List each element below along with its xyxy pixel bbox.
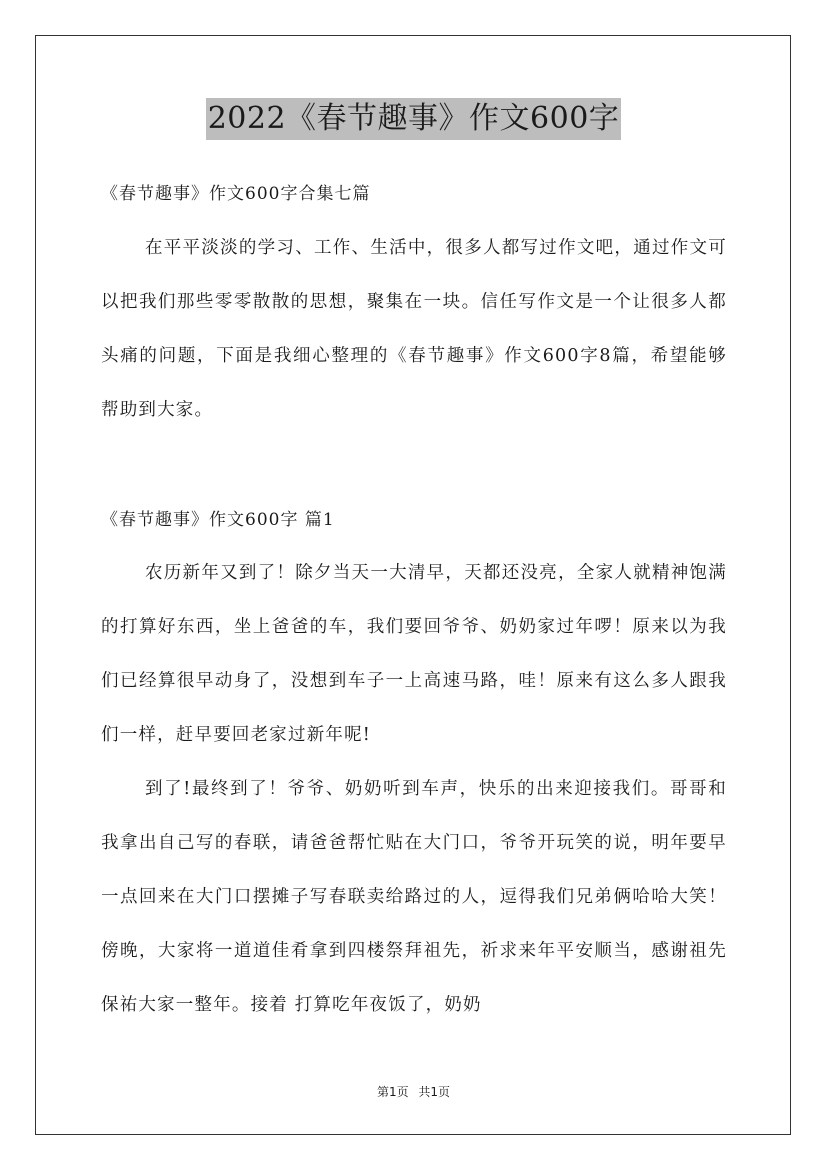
collection-heading: 《春节趣事》作文600字合集七篇 [101,184,371,204]
document-title: 2022《春节趣事》作文600字 [206,98,622,140]
body-paragraph-2: 到了!最终到了！爷爷、奶奶听到车声，快乐的出来迎接我们。哥哥和我拿出自己写的春联，请爸爸帮忙贴在大门口，爷爷开玩笑的说，明年要早一点回来在大门口摆摊子写春联卖给路过的人，逗得我们兄弟俩哈哈大笑！傍晚，大家将一道道佳肴拿到四楼祭拜祖先，祈求来年平安顺当，感谢祖先保祐大家一整年。接着 打算吃年夜饭了，奶奶 [101,779,727,1015]
page-number: 第1页 [376,1085,409,1099]
section-heading: 《春节趣事》作文600字 篇1 [101,510,335,530]
title-container [0,98,827,140]
page-footer [0,1084,827,1100]
body-paragraph-1: 农历新年又到了！除夕当天一大清早，天都还没亮，全家人就精神饱满的打算好东西，坐上爸爸的车，我们要回爷爷、奶奶家过年啰！原来以为我们已经算很早动身了，没想到车子一上高速马路，哇！原来有这么多人跟我们一样，赶早要回老家过新年呢! [101,563,727,745]
page-total: 共1页 [418,1085,451,1099]
intro-paragraph: 在平平淡淡的学习、工作、生活中，很多人都写过作文吧，通过作文可以把我们那些零零散散的思想，聚集在一块。信任写作文是一个让很多人都头痛的问题，下面是我细心整理的《春节趣事》作文600字8篇，希望能够帮助到大家。 [101,238,727,420]
